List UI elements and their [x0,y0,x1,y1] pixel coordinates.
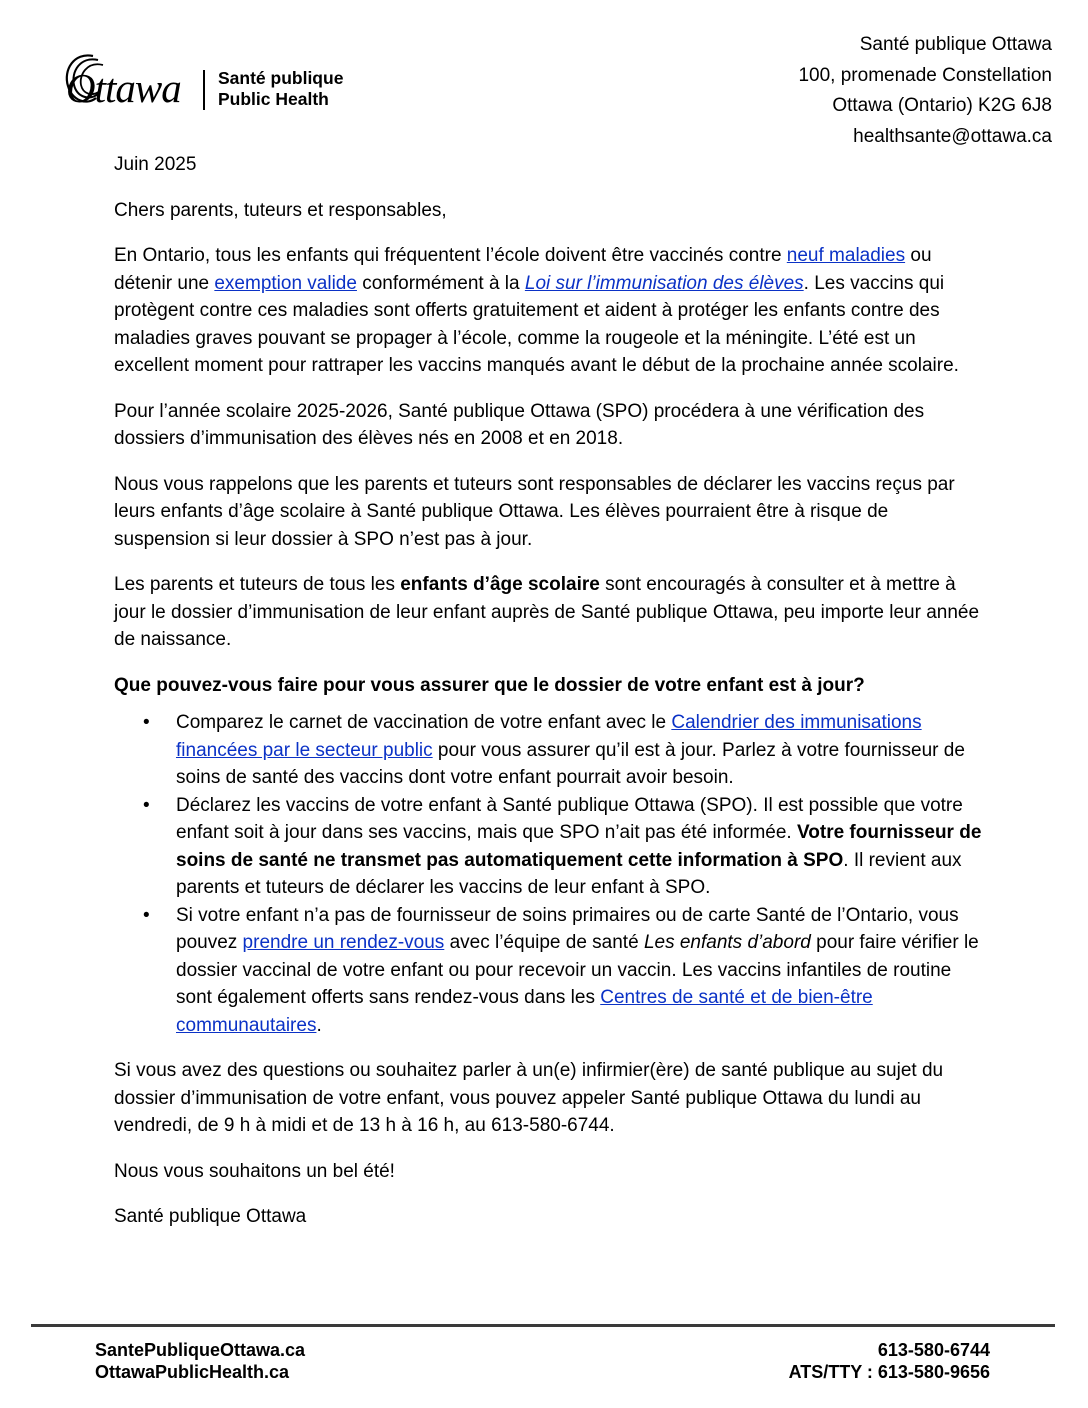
address-email: healthsante@ottawa.ca [853,125,1052,147]
sender-address [798,30,1052,152]
logo-wordmark: Ottawa [66,65,181,111]
footer-site-english: OttawaPublicHealth.ca [95,1362,290,1382]
italic-text: Les enfants d’abord [643,932,811,953]
list-item [114,902,984,1040]
paragraph-verification: Pour l’année scolaire 2025-2026, Santé publique Ottawa (SPO) procédera à une vérification des dossiers d’immunisation des élèves nés en 2008 et en 2018. [114,400,925,449]
link-prendre-rendez-vous[interactable]: prendre un rendez-vous [242,932,445,953]
footer-site-french: SantePubliqueOttawa.ca [95,1340,306,1360]
ottawa-public-health-logo [60,50,360,112]
list-item [114,709,984,792]
link-calendrier-immunisations[interactable]: Calendrier des immunisations financées par le secteur public [176,712,922,761]
bold-text: enfants d’âge scolaire [400,574,600,595]
paragraph-intro [114,242,984,380]
link-loi-immunisation[interactable]: Loi sur l’immunisation des élèves [524,272,804,294]
footer-phones [789,1339,990,1383]
text: pour faire vérifier le dossier vaccinal de votre enfant ou pour recevoir un vaccin. Les vaccins infantiles de routine sont également offerts sans rendez-vous dans les [176,932,979,1008]
letter-salutation: Chers parents, tuteurs et responsables, [114,199,447,221]
address-line: 100, promenade Constellation [798,64,1052,86]
logo-line-english: Public Health [218,89,329,109]
section-question: Que pouvez-vous faire pour vous assurer que le dossier de votre enfant est à jour? [114,674,865,696]
link-exemption-valide[interactable]: exemption valide [214,272,357,294]
paragraph-reminder: Nous vous rappelons que les parents et tuteurs sont responsables de déclarer les vaccins reçus par leurs enfants d’âge scolaire à Santé publique Ottawa. Les élèves pourraient être à risque de suspension si leur dossier à SPO n’est pas à jour. [114,473,955,550]
text: Si votre enfant n’a pas de fournisseur de soins primaires ou de carte Santé de l’Ontario, vous pouvez [176,904,959,953]
paragraph-encouragement [114,571,984,654]
footer-phone: 613-580-6744 [877,1340,990,1360]
logo-divider [203,70,205,110]
text: . Les vaccins qui protègent contre ces maladies sont offerts gratuitement et aident à protéger les enfants contre des maladies graves pouvant se propager à l’école, comme la rougeole et la méningite. L’été est un excellent moment pour rattraper les vaccins manqués avant le début de la prochaine année scolaire. [114,272,959,376]
letter-closing: Nous vous souhaitons un bel été! [114,1160,395,1182]
logo-line-french: Santé publique [218,68,344,88]
text: Les parents et tuteurs de tous les [114,574,401,595]
letter-body [114,151,984,1249]
text: pour vous assurer qu’il est à jour. Parlez à votre fournisseur de soins de santé des vaccins dont votre enfant pourrait avoir besoin. [176,739,965,788]
text: conformément à la [356,272,525,294]
action-list [114,709,984,1039]
text: . [316,1014,322,1036]
paragraph-contact: Si vous avez des questions ou souhaitez parler à un(e) infirmier(ère) de santé publique au sujet du dossier d’immunisation de votre enfant, vous pouvez appeler Santé publique Ottawa du lundi au vendredi, de 9 h à midi et de 13 h à 16 h, au 613-580-6744. [114,1060,944,1136]
text: En Ontario, tous les enfants qui fréquentent l’école doivent être vaccinés contre [114,245,787,266]
text: Déclarez les vaccins de votre enfant à Santé publique Ottawa (SPO). Il est possible que votre enfant soit à jour dans ses vaccins, mais que SPO n’ait pas été informée. [176,794,963,843]
list-item [114,792,984,902]
address-line: Santé publique Ottawa [859,34,1052,55]
bold-text: Votre fournisseur de soins de santé ne transmet pas automatiquement cette information à SPO [176,822,982,871]
footer-divider [31,1324,1055,1327]
footer-websites [95,1339,305,1383]
text: avec l’équipe de santé [444,932,644,953]
text: ou détenir une [114,245,932,294]
text: . Il revient aux parents et tuteurs de déclarer les vaccins de leur enfant à SPO. [176,849,962,898]
letter-date: Juin 2025 [114,154,197,175]
text: sont encouragés à consulter et à mettre à jour le dossier d’immunisation de leur enfant auprès de Santé publique Ottawa, peu importe leur année de naissance. [114,574,980,650]
link-centres-sante[interactable]: Centres de santé et de bien-être communautaires [176,987,873,1036]
address-line: Ottawa (Ontario) K2G 6J8 [832,95,1052,116]
text: Comparez le carnet de vaccination de votre enfant avec le [176,712,672,733]
footer-tty: ATS/TTY : 613-580-9656 [788,1362,990,1382]
letter-signature: Santé publique Ottawa [114,1206,307,1227]
link-neuf-maladies[interactable]: neuf maladies [786,245,906,266]
